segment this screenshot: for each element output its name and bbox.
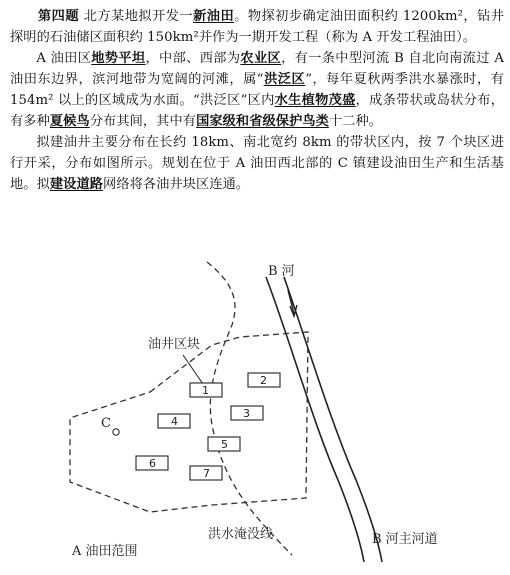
block-6 xyxy=(136,456,168,470)
highlight-summer-birds: 夏候鸟 xyxy=(49,114,90,129)
block-3 xyxy=(231,406,263,420)
block-2-label: 2 xyxy=(260,374,267,387)
main-channel-label: B 河主河道 xyxy=(372,532,438,547)
block-4 xyxy=(158,414,190,428)
block-4-label: 4 xyxy=(171,415,178,428)
block-2 xyxy=(248,373,280,387)
oilfield-range-label: A 油田范围 xyxy=(72,544,138,559)
text-run: 分布其间，其中有 xyxy=(89,114,197,129)
block-3-label: 3 xyxy=(243,407,250,420)
block-5 xyxy=(208,437,240,451)
text-run: 十二种。 xyxy=(328,114,383,129)
block-callout-label: 油井区块 xyxy=(148,337,201,352)
problem-title: 第四题 xyxy=(38,9,80,24)
highlight-floodplain: 洪泛区 xyxy=(263,72,306,87)
block-7 xyxy=(190,466,222,480)
text-run: 北方某地拟开发一 xyxy=(83,9,194,24)
block-6-label: 6 xyxy=(149,457,156,470)
highlight-aquatic-plants: 水生植物茂盛 xyxy=(274,93,356,108)
text-run: ，有一条中型河流 B 自北向南流过 A 油田东边界，滨河地带为宽阔的河滩，属“ xyxy=(10,51,504,87)
highlight-agri-zone: 农业区 xyxy=(240,51,282,66)
block-5-label: 5 xyxy=(221,438,228,451)
river-bank-left xyxy=(266,277,364,562)
block-1-label: 1 xyxy=(202,384,209,397)
text-run: ，成条带状或岛状分布，有多种 xyxy=(10,93,504,129)
block-1 xyxy=(190,383,222,397)
text-run: A 油田区 xyxy=(36,51,92,66)
highlight-flat-terrain: 地势平坦 xyxy=(91,51,146,66)
flood-line-label: 洪水淹没线 xyxy=(208,527,274,542)
text-run: ，中部、西部为 xyxy=(145,51,241,66)
highlight-new-oilfield: 新油田 xyxy=(193,9,235,24)
text-run: 。物探初步确定油田面积约 1200km²，钻井探明的石油储区面积约 150km²并作为一期开发工程（称为 A 开发工程油田）。 xyxy=(10,9,504,45)
text-run: ”，每年夏秋两季洪水暴涨时，有 154m² 以上的区域成为水面。“洪泛区”区内 xyxy=(10,72,504,108)
river-label: B 河 xyxy=(268,264,295,279)
highlight-road-network: 建设道路 xyxy=(49,177,104,192)
text-run: 网络将各油井块区连通。 xyxy=(103,177,250,192)
text-run: 拟建油井主要分布在长约 18km、南北宽约 8km 的带状区内，按 7 个块区进行开采，分布如图所示。规划在位于 A 油田西北部的 C 镇建设油田生产和生活基地。拟 xyxy=(10,135,504,192)
highlight-protected-birds: 国家级和省级保护鸟类 xyxy=(196,114,329,129)
river-bank-right xyxy=(284,277,382,562)
town-c-marker-icon xyxy=(113,429,119,435)
town-c-label: C xyxy=(101,416,111,431)
block-7-label: 7 xyxy=(203,467,210,480)
